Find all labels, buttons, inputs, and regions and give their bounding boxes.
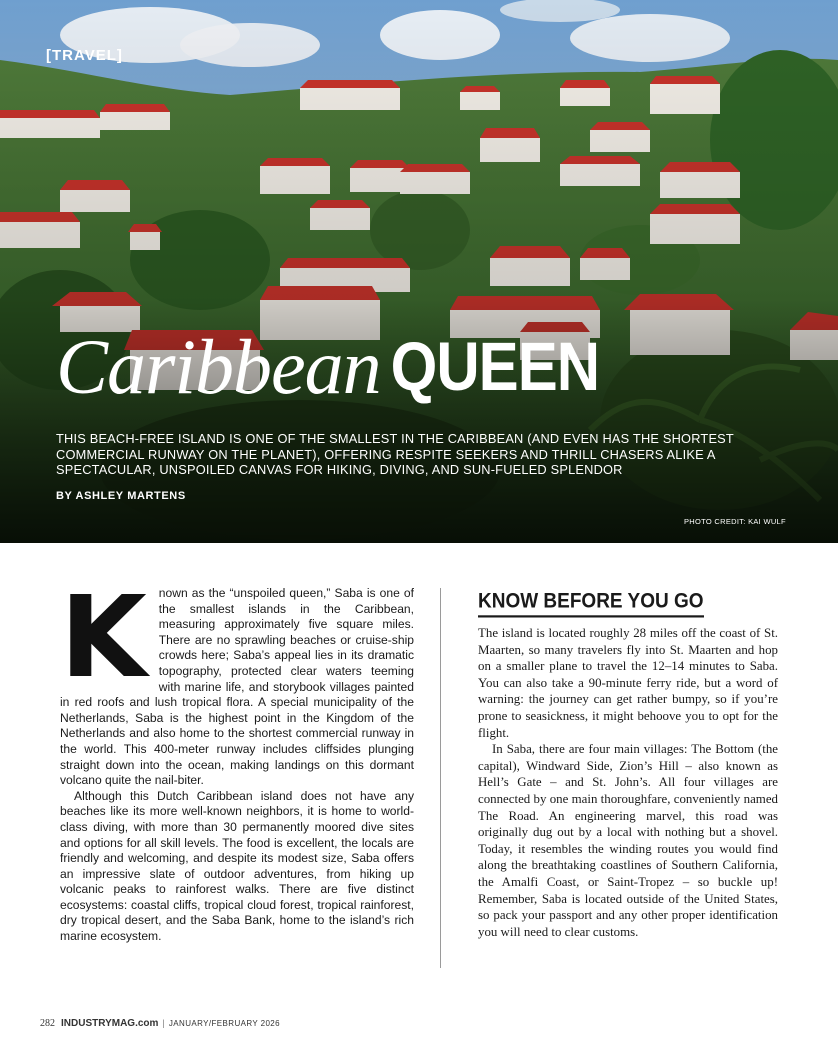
column-divider [440, 588, 441, 968]
sidebar-title: KNOW BEFORE YOU GO [478, 590, 704, 618]
sidebar-paragraph: The island is located roughly 28 miles off the coast of St. Maarten, so many travelers fly into St. Maarten and hop on a smaller plane to travel the 12–14 minutes to Saba. You can also take a 90-minute ferry ride, but a word of warning: the journey can get rather bumpy, so if you’re prone to seasickness, it might behoove you to opt for the flight. [478, 626, 778, 740]
sidebar-body [478, 625, 778, 940]
article-paragraph: nown as the “unspoiled queen,” Saba is one of the smallest islands in the Caribbean, measuring approximately five square miles. There are no sprawling beaches or cruise-ship crowds here; Saba’s appeal lies in its dramatic topography, protected clear waters teeming with marine life, and storybook villages painted in red roofs and lush tropical flora. A special municipality of the Netherlands, Saba is the highest point in the Kingdom of the Netherlands and also home to the shortest commercial runway in the world. This 400-meter runway includes cliffsides plunging straight down into the ocean, making landings on this dormant volcano quite the nail-biter. [60, 586, 414, 788]
article-body [60, 573, 414, 945]
footer-separator: | [162, 1018, 165, 1029]
article-paragraph: Although this Dutch Caribbean island does not have any beaches like its more well-known neighbors, it is home to world-class diving, with more than 30 permanently moored dive sites and options for all skill levels. The food is excellent, the locals are friendly and welcoming, and despite its modest size, Saba offers an impressive slate of outdoor adventures, from hiking up volcanic peaks to rainforest walks. There are five distinct ecosystems: coastal cliffs, tropical cloud forest, tropical rainforest, dry tropical desert, and the Saba Bank, home to the island’s rich marine ecosystem. [60, 788, 414, 944]
page-footer [40, 1018, 280, 1029]
byline: BY ASHLEY MARTENS [56, 490, 186, 502]
dek: THIS BEACH-FREE ISLAND IS ONE OF THE SMALLEST IN THE CARIBBEAN (AND EVEN HAS THE SHORTEST COMMERCIAL RUNWAY ON THE PLANET), OFFERING RESPITE SEEKERS AND THRILL CHASERS ALIKE A SPECTACULAR, UNSPOILED CANVAS FOR HIKING, DIVING, AND SUN-FUELED SPLENDOR [56, 431, 734, 477]
page-number: 282 [40, 1018, 55, 1029]
drop-cap: K [60, 573, 147, 703]
site-name: INDUSTRYMAG.com [61, 1018, 159, 1029]
headline [56, 322, 599, 412]
section-tag: [TRAVEL] [46, 47, 123, 64]
photo-credit: PHOTO CREDIT: KAI WULF [684, 517, 786, 526]
sidebar [478, 590, 778, 940]
issue-date: JANUARY/FEBRUARY 2026 [168, 1019, 281, 1028]
headline-script: Caribbean [56, 323, 381, 410]
sidebar-paragraph: In Saba, there are four main villages: The Bottom (the capital), Windward Side, Zion’s Hill – also known as Hell’s Gate – and St. John’s. All four villages are connected by one main thoroughfare, conveniently named The Road. An engineering marvel, this road was originally dug out by a local with nothing but a shovel. Today, it resembles the winding routes you would find along the breathtaking coastlines of Southern California, the Amalfi Coast, or Saint-Tropez – so buckle up! Remember, Saba is located outside of the United States, so pack your passport and any other proper identification you will need to clear customs. [478, 742, 778, 939]
headline-block: QUEEN [390, 327, 600, 406]
